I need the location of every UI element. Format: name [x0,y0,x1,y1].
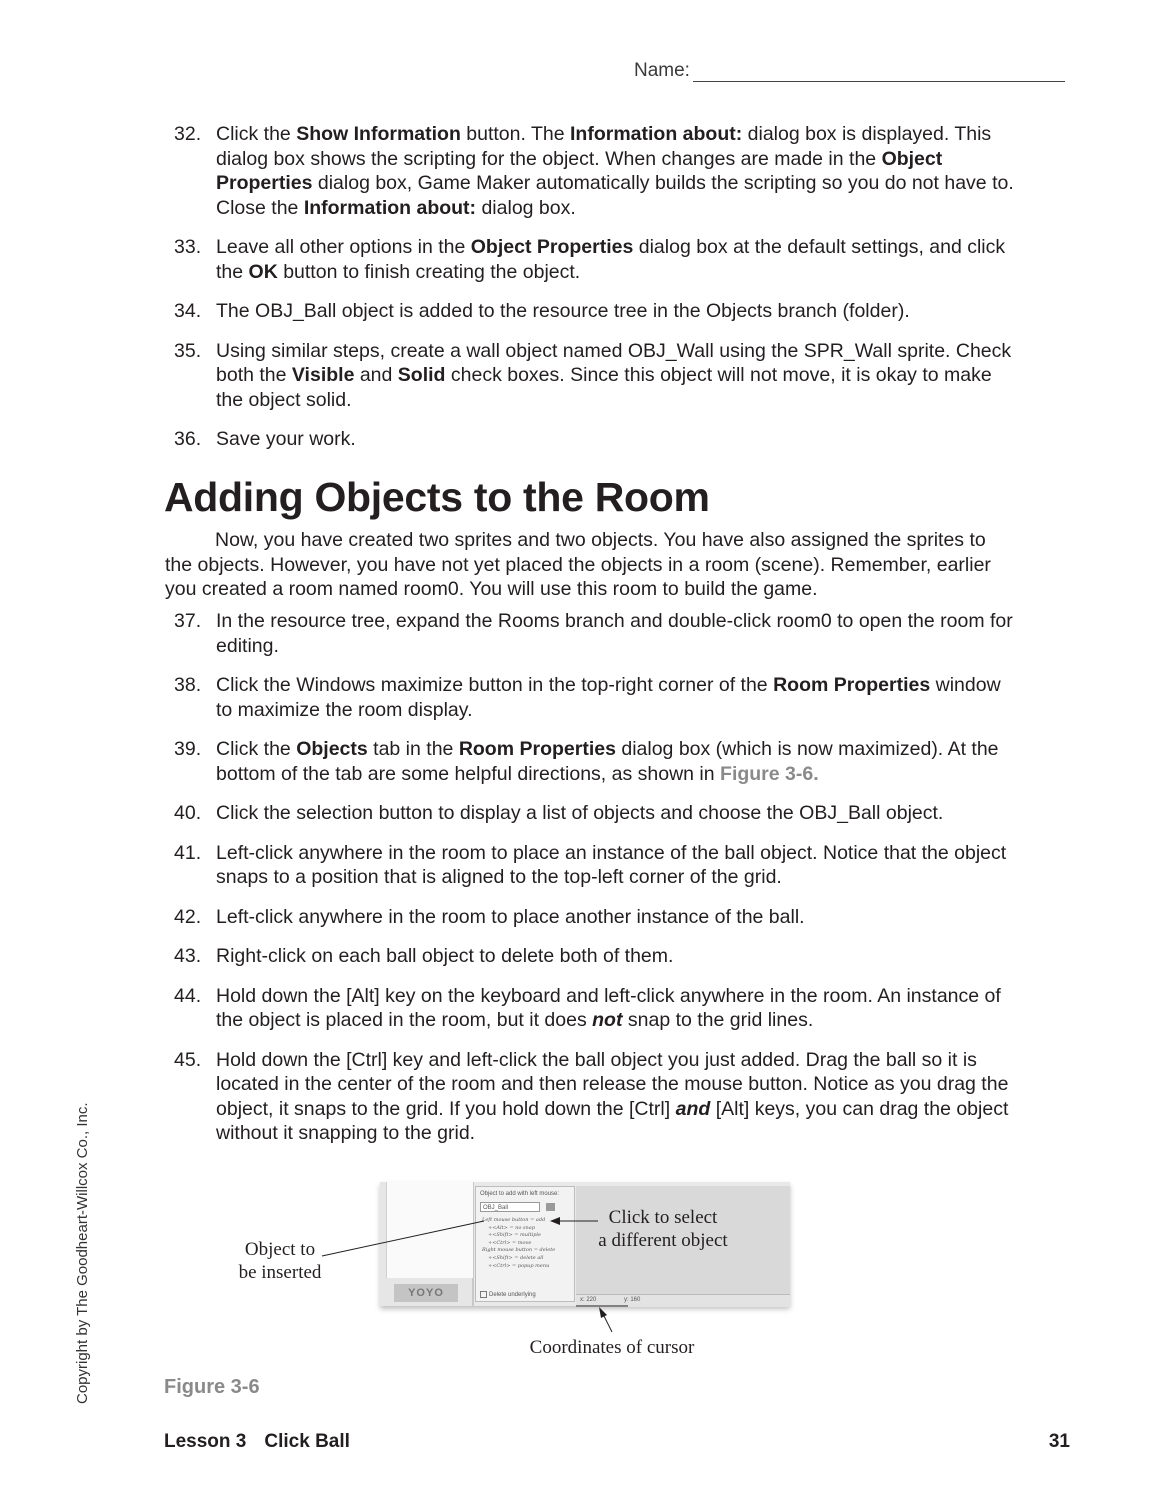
yoyo-logo: YOYO [394,1284,458,1302]
bold-term: Solid [397,364,446,386]
direction-line: +<Ctrl> = popup menu [488,1262,550,1269]
object-select-field[interactable]: OBJ_Ball [480,1202,540,1212]
text-run: Click the [216,738,297,760]
footer-lesson-title: Click Ball [264,1431,350,1452]
text-run: key and left-click the ball object you just added. Drag the ball so it is located in the center of the room and then release the mouse button. Notice as you drag the object, it snaps to the grid. If you hold down the [216,1048,1009,1120]
status-y: y: 160 [624,1297,641,1303]
object-to-add-label: Object to add with left mouse: [480,1191,560,1197]
text-run: key on the keyboard and left-click anywhere in the room. An instance of the object is placed in the room, but it does [216,984,1001,1031]
footer-lesson [164,1431,368,1453]
direction-line: Right mouse button = delete [482,1247,556,1254]
copyright-notice: Copyright by The Goodheart-Willcox Co., Inc. [74,1102,91,1404]
text-run: check boxes. Since this object will not move, it is okay to make the object solid. [216,364,992,411]
text-run: object. [880,802,944,824]
direction-line: +<Shift> = multiple [488,1232,541,1239]
bold-term: Object Properties [470,236,634,258]
text-run: window to maximize the room display. [216,674,1001,721]
text-run: dialog box, Game Maker automatically builds the scripting so you do not have to. Close the [216,172,1014,219]
step-number: 34. [174,300,202,322]
text-run: button to finish creating the object. [277,260,581,283]
text-run: branch and double-click [559,610,777,632]
bold-term: Room Properties [773,674,931,696]
section-title: Adding Objects to the Room [164,474,710,520]
figure-caption: Figure 3-6 [164,1376,260,1398]
ui-term: Rooms [497,610,560,632]
step-number: 45. [174,1048,202,1071]
direction-line: +<Alt> = no snap [488,1224,535,1231]
leader-object [322,1221,484,1256]
step-number: 33. [174,236,202,258]
step-number: 35. [174,339,202,362]
bold-term: Object Properties [216,147,943,194]
text-run: Click the Windows maximize button in the top-right corner of the [216,674,774,696]
emphasis: not [592,1009,623,1031]
bold-term: Information about: [303,196,477,219]
text-run: Click the selection button to display a list of objects and choose the [216,802,800,824]
name-label: Name: [634,60,690,81]
checkbox-label: Delete underlying [489,1292,536,1299]
ui-term: OBJ_Wall [627,339,714,362]
text-run: Hold down the [216,1048,347,1071]
ui-term: SPR_Wall [803,339,892,362]
text-run: sprite. Check both the [216,339,1012,386]
text-run: dialog box is displayed. This dialog box shows the scripting for the object. When changes are made in the [216,123,992,170]
step-number: 44. [174,984,202,1007]
text-run: tab in the [367,738,459,760]
text-run: to open the room for editing. [216,610,1013,657]
text-run: Click the [216,123,297,145]
bold-term: OK [248,260,278,283]
step-number: 39. [174,738,202,760]
bold-term: Objects [296,738,368,760]
bold-term: Visible [291,364,355,386]
step-number: 37. [174,610,202,632]
emphasis: and [675,1097,711,1120]
text-run: and [354,364,398,386]
text-run: snap to the grid lines. [622,1009,814,1031]
text-run: dialog box at the default settings, and click the [216,236,1006,283]
text-run: button. The [460,123,570,145]
figure-reference: Figure 3-6. [720,762,819,785]
step-number: 32. [174,123,202,145]
arrowhead-coords [599,1307,607,1318]
text-run: Now, you have created two sprites and two objects. You have also assigned the sprites to the objects. However, you have not yet placed the objects in a room (scene). Remember, earlier you created a room named [165,529,991,600]
text-run: Right-click on each ball object to delete both of them. [216,945,674,967]
callout-object-line1: Object to [244,1239,316,1260]
text-run: Hold down the [216,984,347,1007]
text-run: branch (folder). [772,300,910,322]
callout-select-line2: a different object [598,1230,728,1251]
ui-term: OBJ_Ball [255,300,337,322]
step-number: 36. [174,428,202,450]
text-run: using the [713,339,804,362]
callout-click-to-select [588,1206,738,1252]
text-run: Leave all other options in the [216,236,471,258]
text-run: dialog box (which is now maximized). At the bottom of the tab are some helpful directions, as shown in [216,738,999,785]
step-number: 42. [174,905,202,928]
page-number: 31 [1048,1431,1070,1452]
text-run: The [216,300,256,322]
text-run: In the resource tree, expand the [216,610,498,632]
direction-line: Left mouse button = add [482,1217,546,1223]
ui-term: Objects [705,300,773,322]
bold-term: Information about: [570,123,743,145]
text-run: keys, you can drag the object without it snapping to the grid. [216,1097,1009,1144]
ui-term: [Alt] [715,1097,750,1120]
status-x: x: 220 [580,1297,597,1303]
callout-coordinates: Coordinates of cursor [529,1337,695,1358]
step-number: 40. [174,802,202,824]
bold-term: Room Properties [458,738,616,760]
callout-object-line2: be inserted [238,1262,322,1283]
text-run: Using similar steps, create a wall object named [216,339,628,362]
ui-term: [Ctrl] [629,1097,671,1120]
footer-lesson-number: Lesson 3 [164,1431,247,1452]
callout-select-line1: Click to select [608,1207,718,1228]
ui-term: room0 [776,610,832,632]
arrowhead-select [550,1217,560,1225]
step-number: 41. [174,841,202,864]
text-run: object is added to the resource tree in the [336,300,706,322]
ui-term: OBJ_Ball [799,802,881,824]
direction-line: +<Ctrl> = move [488,1239,532,1246]
callout-object-to-be-inserted [228,1238,332,1284]
ui-term: [Alt] [346,984,380,1007]
step-number: 38. [174,674,202,696]
ui-term: [Ctrl] [346,1048,388,1071]
step-number: 43. [174,945,202,967]
direction-line: +<Shift> = delete all [488,1254,544,1261]
text-run: . You will use this room to build the game. [458,578,818,600]
text-run: Left-click anywhere in the room to place another instance of the ball. [216,905,805,928]
bold-term: Show Information [296,123,461,145]
text-run: Save your work. [216,428,356,450]
ui-term: room0 [403,578,459,600]
text-run: dialog box. [476,196,576,219]
text-run: Left-click anywhere in the room to place an instance of the ball object. Notice that the object snaps to a position that is aligned to the top-left corner of the grid. [216,841,1007,888]
